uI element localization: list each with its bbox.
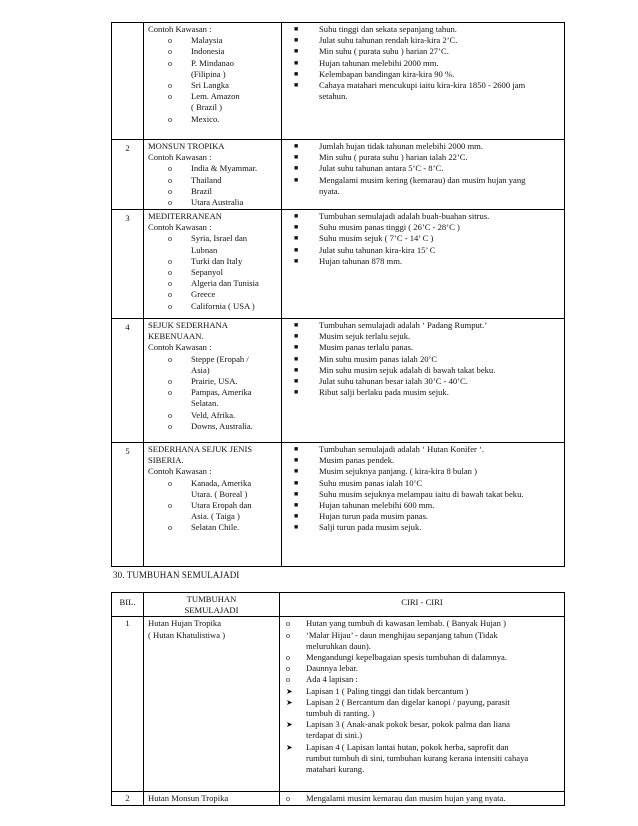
cell-text: KEBENUAAN. (148, 331, 204, 342)
circle-bullet-icon: o (168, 478, 172, 488)
square-bullet-icon: ■ (294, 142, 299, 150)
list-item-label: Hujan tahunan melebihi 2000 mm. (319, 57, 439, 68)
table-row (112, 443, 565, 567)
characteristics-cell (280, 617, 565, 792)
vegetation-name-cell (144, 792, 280, 806)
list-item (286, 24, 560, 35)
list-item-continuation: Selatan. (191, 398, 219, 409)
row-number: 5 (112, 443, 144, 567)
list-item-label: Tumbuhan semulajadi adalah ‘ Hutan Konifer ‘. (319, 444, 485, 454)
list-item-label: Julat suhu tahunan kira-kira 15’ C (319, 244, 436, 255)
region-cell (144, 319, 282, 443)
circle-bullet-icon: o (286, 619, 290, 629)
cell-text: MEDITERRANEAN (148, 211, 222, 221)
list-item (284, 618, 560, 629)
list-item (148, 478, 277, 489)
characteristics-cell (282, 319, 565, 443)
list-item (148, 163, 277, 174)
list-item (286, 211, 560, 222)
vegetation-name-cell (144, 617, 280, 792)
list-item (148, 58, 277, 69)
table-row (112, 792, 565, 806)
list-item-continuation: Asia. ( Taiga ) (191, 511, 240, 522)
square-bullet-icon: ■ (294, 69, 299, 78)
list-item (286, 455, 560, 466)
list-item-continuation: setahun. (319, 91, 348, 102)
list-item-label: Julat suhu tahunan antara 5’C - 8’C. (319, 163, 444, 174)
list-item-label: Lapisan 3 ( Anak-anak pokok besar, pokok palma dan liana (306, 719, 510, 730)
list-item-label: ‘Malar Hijau’ - daun menghijau sepanjang tahun (Tidak (306, 629, 498, 640)
list-item-label: Hutan yang tumbuh di kawasan lembab. ( Banyak Hujan ) (306, 618, 506, 629)
row-number: 4 (112, 319, 144, 443)
circle-bullet-icon: o (168, 36, 172, 46)
cell-text: Contoh Kawasan : (148, 222, 212, 233)
list-item (286, 522, 560, 533)
list-item (148, 46, 277, 57)
cell-text: Contoh Kawasan : (148, 466, 212, 477)
list-item (148, 256, 277, 267)
square-bullet-icon: ■ (294, 153, 299, 162)
list-item (286, 222, 560, 233)
list-item-continuation: rumbut tumbuh di sini, tumbuhan kurang kerana intensiti cahaya (306, 752, 529, 763)
list-item (286, 163, 560, 174)
list-item-label: Prairie, USA. (191, 376, 238, 387)
list-item (148, 354, 277, 365)
region-cell (144, 210, 282, 319)
list-item-label: Suhu musim panas tinggi ( 26’C - 28’C ) (319, 222, 460, 233)
cell-text: SEDERHANA SEJUK JENIS (148, 444, 253, 454)
list-item-label: Ribut salji berlaku pada musim sejuk. (319, 387, 449, 398)
circle-bullet-icon: o (168, 279, 172, 289)
cell-text: SEJUK SEDERHANA (148, 320, 228, 330)
square-bullet-icon: ■ (294, 365, 299, 374)
list-item (148, 80, 277, 91)
list-item (148, 114, 277, 125)
list-item (286, 387, 560, 398)
list-item-label: Lapisan 4 ( Lapisan lantai hutan, pokok herba, saprofit dan (306, 741, 509, 752)
square-bullet-icon: ■ (294, 81, 299, 90)
section-heading: 30. TUMBUHAN SEMULAJADI (113, 570, 240, 580)
cell-text: Contoh Kawasan : (148, 24, 212, 34)
list-item-label: Hujan turun pada musim panas. (319, 511, 429, 522)
list-item-label: Hujan tahunan melebihi 600 mm. (319, 500, 435, 511)
list-item-label: Hujan tahunan 878 mm. (319, 255, 403, 266)
circle-bullet-icon: o (286, 794, 290, 804)
list-item (284, 630, 560, 641)
table-row (112, 140, 565, 210)
vegetation-name: Hutan Hujan Tropika (148, 618, 222, 629)
square-bullet-icon: ■ (294, 377, 299, 386)
list-item-label: Sri Langka (191, 80, 229, 91)
table-row (112, 210, 565, 319)
list-item-label: Sepanyol (191, 267, 223, 278)
list-item (148, 289, 277, 300)
list-item (284, 719, 560, 730)
square-bullet-icon: ■ (294, 212, 299, 220)
circle-bullet-icon: o (168, 47, 172, 57)
list-item (148, 410, 277, 421)
region-cell (144, 140, 282, 210)
list-item (148, 267, 277, 278)
square-bullet-icon: ■ (294, 164, 299, 173)
list-item-label: Algeria dan Tunisia (191, 278, 259, 289)
list-item-label: Kanada, Amerika (191, 477, 252, 488)
list-item-label: Pampas, Amerika (191, 387, 252, 398)
list-item-label: Daunnya lebar. (306, 663, 359, 674)
circle-bullet-icon: o (168, 114, 172, 124)
row-number: 1 (112, 617, 144, 792)
square-bullet-icon: ■ (294, 234, 299, 243)
row-number (112, 23, 144, 140)
circle-bullet-icon: o (168, 198, 172, 208)
list-item (148, 301, 277, 312)
list-item-label: Syria, Israel dan (191, 233, 248, 244)
list-item (286, 466, 560, 477)
square-bullet-icon: ■ (294, 332, 299, 341)
characteristics-cell (280, 792, 565, 806)
circle-bullet-icon: o (286, 630, 290, 640)
list-item (148, 186, 277, 197)
square-bullet-icon: ■ (294, 47, 299, 56)
region-cell (144, 443, 282, 567)
list-item-continuation: tumbuh di ranting. ) (306, 708, 375, 719)
square-bullet-icon: ■ (294, 343, 299, 352)
circle-bullet-icon: o (286, 664, 290, 674)
list-item (148, 35, 277, 46)
list-item (286, 58, 560, 69)
header-bil: BIL. (112, 593, 144, 617)
list-item-label: Suhu musim panas ialah 10’C (319, 477, 423, 488)
list-item (148, 91, 277, 102)
circle-bullet-icon: o (168, 410, 172, 420)
list-item (148, 197, 277, 208)
characteristics-cell (282, 443, 565, 567)
list-item (286, 175, 560, 186)
list-item (286, 478, 560, 489)
circle-bullet-icon: o (168, 301, 172, 311)
circle-bullet-icon: o (286, 675, 290, 685)
vegetation-table (111, 592, 565, 806)
list-item-label: Julat suhu tahunan besar ialah 30’C - 40’C. (319, 376, 468, 387)
list-item-label: Mengalami musim kering (kemarau) dan musim hujan yang (319, 174, 526, 185)
list-item-label: Selatan Chile. (191, 522, 240, 533)
list-item (148, 233, 277, 244)
list-item (148, 500, 277, 511)
circle-bullet-icon: o (168, 501, 172, 511)
list-item-label: Lem. Amazon (191, 91, 240, 102)
circle-bullet-icon: o (168, 58, 172, 68)
list-item (286, 69, 560, 80)
circle-bullet-icon: o (168, 388, 172, 398)
list-item-label: Musim panas pendek. (319, 455, 395, 466)
climate-table (111, 22, 565, 567)
header-ciri: CIRI - CIRI (280, 593, 565, 617)
list-item-continuation: nyata. (319, 185, 340, 196)
circle-bullet-icon: o (168, 256, 172, 266)
list-item (286, 376, 560, 387)
square-bullet-icon: ■ (294, 223, 299, 232)
list-item-label: Downs, Australia. (191, 420, 253, 431)
list-item-label: Turki dan Italy (191, 255, 243, 266)
circle-bullet-icon: o (168, 175, 172, 185)
circle-bullet-icon: o (168, 164, 172, 174)
cell-text: SIBERIA. (148, 455, 184, 466)
list-item (286, 141, 560, 152)
table-row (112, 617, 565, 792)
square-bullet-icon: ■ (294, 501, 299, 510)
list-item-label: Mengandungi kepelbagaian spesis tumbuhan di dalamnya. (306, 652, 507, 663)
cell-text: MONSUN TROPIKA (148, 141, 225, 151)
circle-bullet-icon: o (168, 81, 172, 91)
list-item (286, 320, 560, 331)
list-item-label: Min suhu ( purata suhu ) harian 27’C. (319, 46, 449, 57)
list-item-label: Julat suhu tahunan rendah kira-kira 2’C. (319, 35, 458, 46)
list-item-label: Utara Eropah dan (191, 500, 252, 511)
region-cell (144, 23, 282, 140)
cell-text: Contoh Kawasan : (148, 152, 212, 163)
list-item-label: Tumbuhan semulajadi adalah ‘ Padang Rumput.’ (319, 320, 488, 330)
list-item (286, 331, 560, 342)
list-item-label: Musim sejuknya panjang. ( kira-kira 8 bulan ) (319, 466, 477, 477)
row-number: 3 (112, 210, 144, 319)
list-item (286, 365, 560, 376)
list-item-continuation: meluruhkan daun). (306, 640, 371, 651)
list-item (148, 421, 277, 432)
arrow-bullet-icon: ➤ (286, 697, 293, 707)
list-item (284, 663, 560, 674)
square-bullet-icon: ■ (294, 512, 299, 521)
list-item-continuation: ( Brazil ) (191, 102, 223, 113)
list-item (148, 175, 277, 186)
square-bullet-icon: ■ (294, 478, 299, 487)
list-item (286, 500, 560, 511)
square-bullet-icon: ■ (294, 489, 299, 498)
list-item-label: Jumlah hujan tidak tahunan melebihi 2000 mm. (319, 141, 483, 151)
list-item-continuation: matahari kurang. (306, 764, 365, 775)
circle-bullet-icon: o (168, 421, 172, 431)
list-item-label: Mexico. (191, 113, 220, 124)
list-item-continuation: Asia) (191, 364, 210, 375)
table-row (112, 23, 565, 140)
circle-bullet-icon: o (168, 377, 172, 387)
square-bullet-icon: ■ (294, 245, 299, 254)
circle-bullet-icon: o (168, 186, 172, 196)
list-item-continuation: terdapat di sini.) (306, 730, 363, 741)
square-bullet-icon: ■ (294, 175, 299, 184)
list-item (286, 444, 560, 455)
list-item-label: Thailand (191, 174, 222, 185)
list-item-label: Lapisan 1 ( Paling tinggi dan tidak bercantum ) (306, 685, 469, 696)
square-bullet-icon: ■ (294, 36, 299, 45)
list-item-label: Greece (191, 289, 216, 300)
characteristics-cell (282, 210, 565, 319)
list-item (286, 489, 560, 500)
list-item (148, 522, 277, 533)
square-bullet-icon: ■ (294, 58, 299, 67)
list-item-label: California ( USA ) (191, 300, 255, 311)
list-item-label: Tumbuhan semulajadi adalah buah-buahan sitrus. (319, 211, 490, 221)
table-header-row (112, 593, 565, 617)
list-item (284, 652, 560, 663)
list-item (284, 697, 560, 708)
circle-bullet-icon: o (168, 290, 172, 300)
list-item-label: Lapisan 2 ( Bercantum dan digelar kanopi / payung, parasit (306, 696, 510, 707)
square-bullet-icon: ■ (294, 467, 299, 476)
list-item-label: Min suhu ( purata suhu ) harian ialah 22’C. (319, 152, 468, 163)
list-item-label: Veld, Afrika. (191, 409, 236, 420)
circle-bullet-icon: o (168, 268, 172, 278)
list-item (286, 511, 560, 522)
list-item-label: Salji turun pada musim sejuk. (319, 522, 422, 533)
list-item (286, 342, 560, 353)
list-item (286, 256, 560, 267)
circle-bullet-icon: o (168, 523, 172, 533)
list-item-continuation: Utara. ( Boreal ) (191, 488, 248, 499)
square-bullet-icon: ■ (294, 354, 299, 363)
cell-text: Contoh Kawasan : (148, 342, 212, 353)
list-item (286, 245, 560, 256)
list-item (284, 686, 560, 697)
list-item-label: Suhu tinggi dan sekata sepanjang tahun. (319, 24, 457, 34)
list-item (286, 354, 560, 365)
square-bullet-icon: ■ (294, 523, 299, 532)
list-item-label: Malaysia (191, 35, 223, 46)
list-item (148, 376, 277, 387)
vegetation-name: ( Hutan Khatulistiwa ) (148, 629, 226, 640)
list-item (286, 152, 560, 163)
list-item-label: Mengalami musim kemarau dan musim hujan yang nyata. (306, 793, 506, 804)
list-item-label: P. Mindanao (191, 57, 234, 68)
row-number: 2 (112, 792, 144, 806)
arrow-bullet-icon: ➤ (286, 742, 293, 752)
list-item (286, 80, 560, 91)
list-item (286, 35, 560, 46)
square-bullet-icon: ■ (294, 445, 299, 453)
square-bullet-icon: ■ (294, 321, 299, 329)
list-item-label: Min suhu musim sejuk adalah di bawah takat beku. (319, 364, 496, 375)
square-bullet-icon: ■ (294, 25, 299, 33)
list-item-label: India & Myammar. (191, 163, 258, 174)
list-item (286, 233, 560, 244)
list-item-label: Musim panas terlalu panas. (319, 342, 414, 353)
list-item (284, 793, 560, 804)
arrow-bullet-icon: ➤ (286, 686, 293, 696)
characteristics-cell (282, 140, 565, 210)
list-item (284, 742, 560, 753)
circle-bullet-icon: o (286, 653, 290, 663)
circle-bullet-icon: o (168, 234, 172, 244)
arrow-bullet-icon: ➤ (286, 720, 293, 730)
list-item (148, 278, 277, 289)
characteristics-cell (282, 23, 565, 140)
row-number: 2 (112, 140, 144, 210)
vegetation-name: Hutan Monsun Tropika (148, 793, 229, 804)
list-item-label: Brazil (191, 185, 212, 196)
list-item-label: Kelembapan bandingan kira-kira 90 %. (319, 68, 455, 79)
square-bullet-icon: ■ (294, 456, 299, 465)
list-item-label: Suhu musim sejuk ( 7’C - 14’ C ) (319, 233, 434, 244)
list-item-label: Musim sejuk terlalu sejuk. (319, 331, 411, 342)
list-item (284, 674, 560, 685)
list-item-label: Ada 4 lapisan : (306, 674, 358, 685)
list-item-label: Cahaya matahari mencukupi iaitu kira-kira 1850 - 2600 jam (319, 80, 526, 91)
list-item-label: Utara Australia (191, 197, 244, 208)
square-bullet-icon: ■ (294, 256, 299, 265)
circle-bullet-icon: o (168, 92, 172, 102)
list-item-label: Suhu musim sejuknya melampau iaitu di bawah takat beku. (319, 488, 524, 499)
table-row (112, 319, 565, 443)
list-item-label: Indonesia (191, 46, 225, 57)
square-bullet-icon: ■ (294, 388, 299, 397)
list-item-label: Min suhu musim panas ialah 20’C (319, 353, 438, 364)
list-item-continuation: (Filipina ) (191, 68, 226, 79)
list-item (286, 46, 560, 57)
list-item (148, 387, 277, 398)
list-item-continuation: Lubnan (191, 244, 218, 255)
circle-bullet-icon: o (168, 354, 172, 364)
list-item-label: Steppe (Eropah / (191, 353, 249, 364)
header-tumbuhan: TUMBUHAN SEMULAJADI (144, 593, 280, 617)
